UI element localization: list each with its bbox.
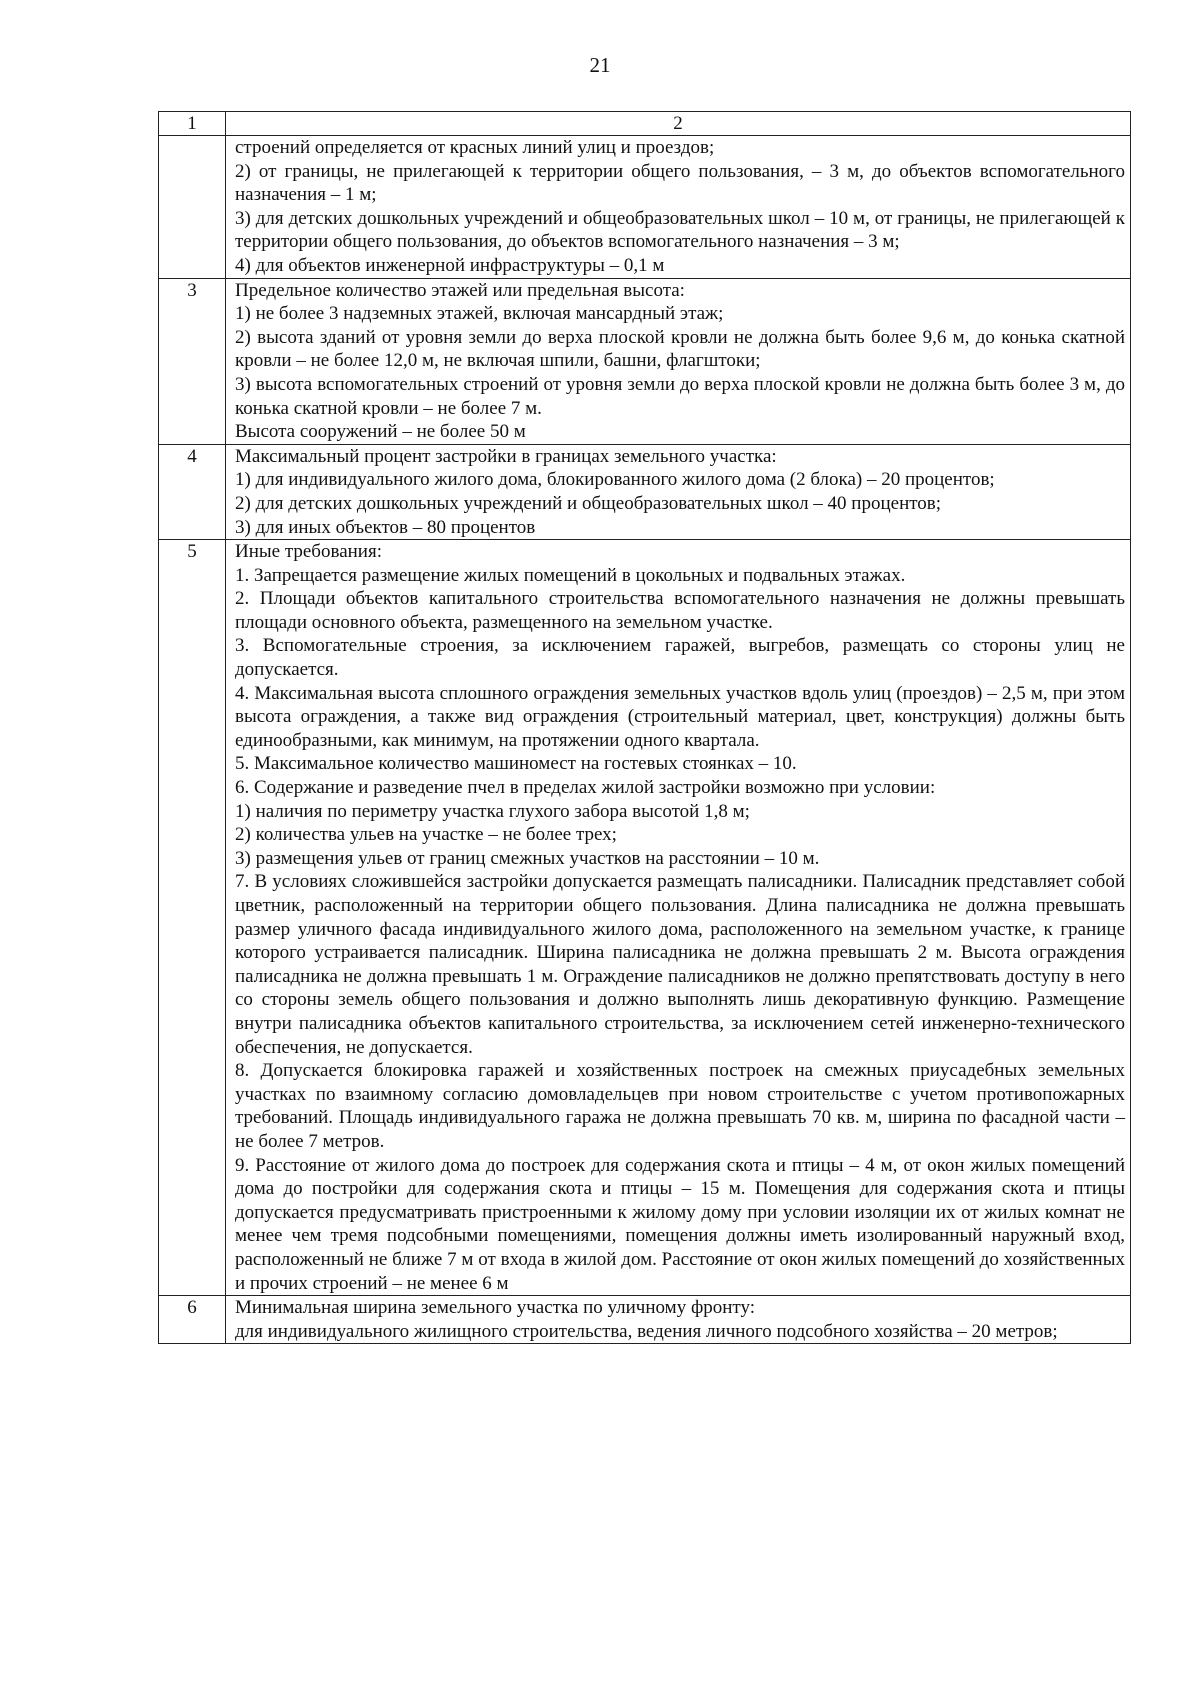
paragraph: 3) размещения ульев от границ смежных участков на расстоянии – 10 м. <box>235 847 820 869</box>
paragraph: Высота сооружений – не более 50 м <box>235 421 526 443</box>
paragraph: 3) для иных объектов – 80 процентов <box>235 516 536 538</box>
paragraph: 5. Максимальное количество машиномест на гостевых стоянках – 10. <box>235 753 797 775</box>
table-row <box>159 444 1131 539</box>
row-number <box>159 136 226 279</box>
row-content <box>226 136 1131 279</box>
paragraph: 1. Запрещается размещение жилых помещений в цокольных и подвальных этажах. <box>235 564 906 586</box>
header-col-2: 2 <box>226 112 1131 136</box>
row-content <box>226 540 1131 1296</box>
paragraph: 2) для детских дошкольных учреждений и общеобразовательных школ – 40 процентов; <box>235 492 942 514</box>
row-number: 6 <box>159 1296 226 1344</box>
header-col-1: 1 <box>159 112 226 136</box>
paragraph: 4) для объектов инженерной инфраструктуры – 0,1 м <box>235 254 665 276</box>
paragraph: 3. Вспомогательные строения, за исключением гаражей, выгребов, размещать со стороны улиц не допускается. <box>235 635 1125 681</box>
page-number: 21 <box>589 53 611 77</box>
paragraph: 2. Площади объектов капитального строительства вспомогательного назначения не должны превышать площади основного объекта, размещенного на земельном участке. <box>235 588 1125 633</box>
paragraph: 3) высота вспомогательных строений от уровня земли до верха плоской кровли не должна быть более 3 м, до конька скатной кровли – не более 7 м. <box>235 373 1125 419</box>
paragraph: 4. Максимальная высота сплошного ограждения земельных участков вдоль улиц (проездов) – 2,5 м, при этом высота ограждения, а также вид ограждения (строительный материал, цвет, конструкция) должны быть единообразными, как минимум, на протяжении одного квартала. <box>235 682 1125 751</box>
paragraph: Иные требования: <box>235 541 382 563</box>
paragraph: 8. Допускается блокировка гаражей и хозяйственных построек на смежных приусадебных земельных участках по взаимному согласию домовладельцев при новом строительстве с учетом противопожарных требований. Площадь индивидуального гаража не должна превышать 70 кв. м, ширина по фасадной части – не более 7 метров. <box>235 1060 1125 1152</box>
regulations-table <box>158 111 1131 1344</box>
row-content <box>226 444 1131 539</box>
paragraph: строений определяется от красных линий улиц и проездов; <box>235 137 715 158</box>
paragraph: 2) от границы, не прилегающей к территории общего пользования, – 3 м, до объектов вспомогательного назначения – 1 м; <box>235 160 1125 206</box>
paragraph: Минимальная ширина земельного участка по уличному фронту: <box>235 1297 756 1319</box>
table-row <box>159 540 1131 1296</box>
row-number: 5 <box>159 540 226 1296</box>
row-content <box>226 1296 1131 1344</box>
row-number: 3 <box>159 278 226 444</box>
paragraph: 2) высота зданий от уровня земли до верха плоской кровли не должна быть более 9,6 м, до конька скатной кровли – не более 12,0 м, не включая шпили, башни, флагштоки; <box>235 326 1125 372</box>
paragraph: Предельное количество этажей или предельная высота: <box>235 279 685 301</box>
paragraph: 9. Расстояние от жилого дома до построек для содержания скота и птицы – 4 м, от окон жилых помещений дома до постройки для содержания скота и птицы – 15 м. Помещения для содержания скота и птицы допускается предусматривать пристроенными к жилому дому при условии изоляции их от жилых комнат не менее чем тремя подсобными помещениями, помещения должны иметь изолированный наружный вход, расположенный не ближе 7 м от входа в жилой дом. Расстояние от окон жилых помещений до хозяйственных и прочих строений – не менее 6 м <box>235 1154 1125 1294</box>
paragraph: 7. В условиях сложившейся застройки допускается размещать палисадники. Палисадник представляет собой цветник, расположенный на территории общего пользования. Длина палисадника не должна превышать размер уличного фасада индивидуального жилого дома, расположенного на земельном участке, к границе которого устраивается палисадник. Ширина палисадника не должна превышать 2 м. Высота ограждения палисадника не должна превышать 1 м. Ограждение палисадников не должно препятствовать доступу в него со стороны земель общего пользования и должно выполнять лишь декоративную функцию. Размещение внутри палисадника объектов капитального строительства, за исключением сетей инженерно-технического обеспечения, не допускается. <box>235 871 1125 1058</box>
table-row <box>159 1296 1131 1344</box>
paragraph: 1) наличия по периметру участка глухого забора высотой 1,8 м; <box>235 800 750 822</box>
paragraph: 6. Содержание и разведение пчел в пределах жилой застройки возможно при условии: <box>235 777 936 799</box>
table-row <box>159 278 1131 444</box>
paragraph: 1) не более 3 надземных этажей, включая мансардный этаж; <box>235 303 724 325</box>
row-number: 4 <box>159 444 226 539</box>
row-content <box>226 278 1131 444</box>
paragraph: 1) для индивидуального жилого дома, блокированного жилого дома (2 блока) – 20 процентов; <box>235 469 995 491</box>
paragraph: 3) для детских дошкольных учреждений и общеобразовательных школ – 10 м, от границы, не прилегающей к территории общего пользования, до объектов вспомогательного назначения – 3 м; <box>235 207 1125 253</box>
table-row <box>159 136 1131 279</box>
paragraph: для индивидуального жилищного строительства, ведения личного подсобного хозяйства – 20 метров; <box>235 1320 1058 1342</box>
paragraph: 2) количества ульев на участке – не более трех; <box>235 824 617 846</box>
table-header-row <box>159 112 1131 136</box>
paragraph: Максимальный процент застройки в границах земельного участка: <box>235 445 777 467</box>
